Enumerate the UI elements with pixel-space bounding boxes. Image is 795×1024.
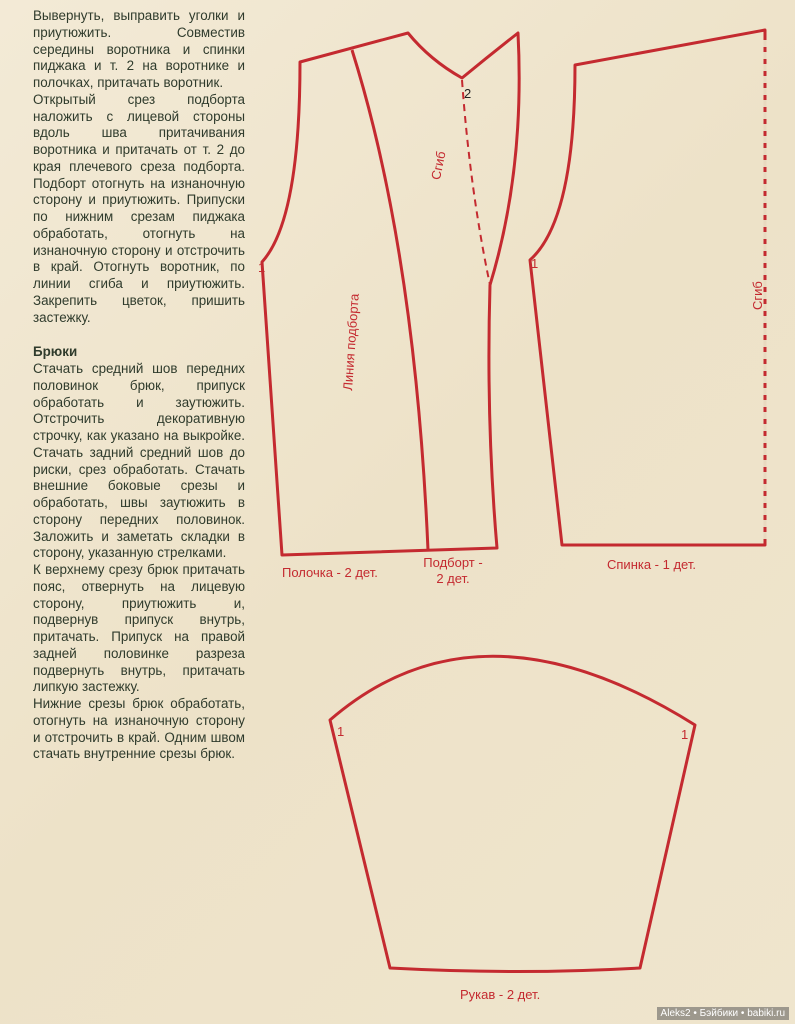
sleeve-piece-label: Рукав - 2 дет. [460,987,541,1002]
front-piece-label: Полочка - 2 дет. [282,565,378,580]
instruction-paragraph: Открытый срез подборта наложить с лицевой стороны вдоль шва притачивания воротника и притачать от т. 2 до края плечевого среза подборта. Подборт отогнуть на изнаночную сторону и приутюжить. Припуски по нижним срезам пиджака обработать, отогнуть на изнаночную сторону и отстрочить в край. Отогнуть воротник, по линии сгиба и приутюжить. Закрепить цветок, пришить застежку. [33,91,245,325]
back-piece-outline [530,30,765,545]
instruction-paragraph: Вывернуть, выправить уголки и приутюжить. Совместив середины воротника и спинки пиджака и т. 2 на воротнике и полочках, притачать воротник. [33,8,245,90]
instruction-paragraph: Стачать средний шов передних половинок брюк, припуск обработать и заутюжить. Отстрочить декоративную строчку, как указано на выкройке. Стачать задний средний шов до риски, срез обработать. Стачать внешние боковые срезы и обработать, швы заутюжить в сторону передних половинок. Заложить и заметать складки в сторону, указанную стрелками. [33,361,245,561]
point-1-sleeve: 1 [337,724,345,739]
point-1-front: 1 [258,260,266,275]
instruction-paragraph: К верхнему срезу брюк притачать пояс, отвернуть на лицевую сторону, приутюжить и, подвернув припуск внутрь, притачать. Припуск на правой задней половинке разреза подвернуть внутрь, притачать липкую застежку. [33,562,245,695]
point-1-back: 1 [531,256,539,271]
front-piece-outline [262,33,519,555]
instruction-paragraph: Нижние срезы брюк обработать, отогнуть на изнаночную сторону и отстрочить в край. Одним швом стачать внутренние срезы брюк. [33,696,245,762]
facing-line [352,50,428,550]
front-fold-line [462,80,490,285]
point-1-sleeve-right: 1 [681,727,689,742]
point-2: 2 [464,86,472,101]
sleeve-outline [330,656,695,971]
fold-label-front: Сгиб [428,149,449,182]
facing-line-label: Линия подборта [340,293,362,392]
fold-label-back: Сгиб [750,281,765,310]
section-heading-trousers: Брюки [33,344,78,360]
back-piece-label: Спинка - 1 дет. [607,557,696,572]
facing-piece-label: Подборт - 2 дет. [423,555,483,586]
watermark: Aleks2 • Бэйбики • babiki.ru [657,1007,789,1020]
